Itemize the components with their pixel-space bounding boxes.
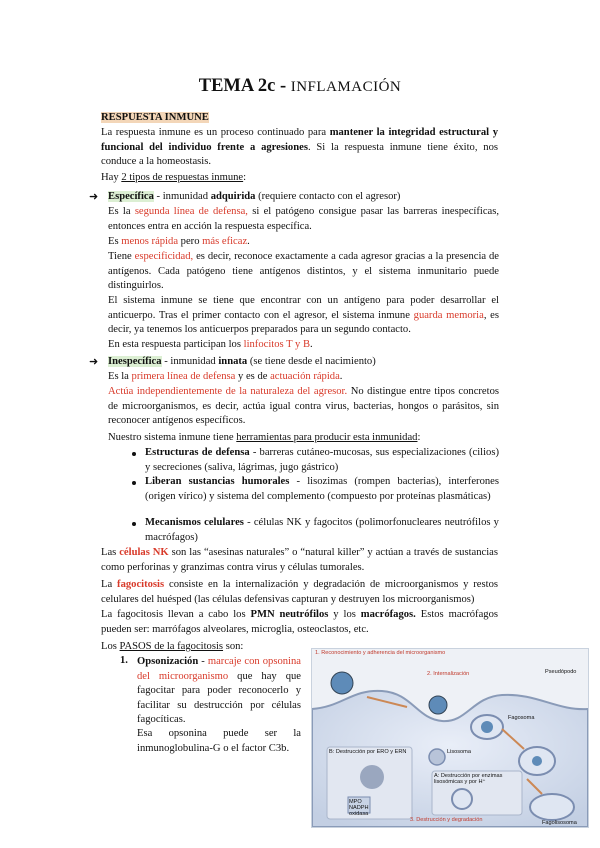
- bullet-icon: [132, 452, 136, 456]
- figure-label: Pseudópodo: [545, 669, 577, 675]
- figure-label: Fagosoma: [508, 715, 535, 721]
- figure-label: MPO NADPH oxidasa: [349, 799, 369, 817]
- types-line: Hay 2 tipos de respuestas inmune:: [101, 172, 247, 183]
- inespecifica-heading: Inespecífica - inmunidad innata (se tiene desde el nacimiento): [108, 356, 376, 367]
- microorganism-icon: [429, 696, 447, 714]
- especifica-p5: En esta respuesta participan los linfocitos T y B.: [108, 339, 313, 350]
- arrow-icon: ➜: [89, 191, 99, 203]
- figure-label: Fagolisosoma: [542, 820, 577, 826]
- especifica-p3: Tiene especificidad, es decir, reconoce exactamente a cada agresor gracias a la presencia de antígenos. Cada patógeno tiene antígenos distintos, y el sistema inmunitario puede distinguirlos.: [108, 251, 499, 292]
- phagocytosis-figure: [311, 648, 589, 828]
- step1-paragraph: Opsonización - marcaje con opsonina del microorganismo que hay que fagocitar para poder reconocerlo y facilitar su destrucción por células fagocíticas.: [137, 656, 301, 726]
- inespecifica-p2: Actúa independientemente de la naturaleza del agresor. No distingue entre tipos concretos de microorganismos, es decir, actúa igual contra virus, bacterias, hongos o parásitos, sin reconocer antígenos específicos.: [108, 386, 499, 427]
- bullet-item: Estructuras de defensa - barreras cutáneo-mucosas, sus especializaciones (cilios) y secreciones (saliva, lágrimas, jugo gástrico): [145, 447, 499, 473]
- especifica-heading: Específica - inmunidad adquirida (requiere contacto con el agresor): [108, 191, 401, 202]
- tools-line: Nuestro sistema inmune tiene herramientas para producir esta inmunidad:: [108, 432, 421, 443]
- section-heading: RESPUESTA INMUNE: [101, 112, 209, 123]
- inespecifica-p1: Es la primera línea de defensa y es de actuación rápida.: [108, 371, 343, 382]
- figure-label: 1. Reconocimiento y adherencia del microorganismo: [315, 650, 446, 656]
- figure-label: B: Destrucción por ERO y ERN: [329, 749, 407, 755]
- bullet-icon: [132, 481, 136, 485]
- arrow-icon: ➜: [89, 356, 99, 368]
- nk-paragraph: Las células NK son las “asesinas naturales” o “natural killer” y actúan a través de sustancias como perforinas y granzimas contra virus y células tumorales.: [101, 547, 498, 573]
- figure-label: Lisosoma: [447, 749, 471, 755]
- title-rest: INFLAMACIÓN: [290, 79, 402, 95]
- intro-paragraph: La respuesta inmune es un proceso continuado para mantener la integridad estructural y funcional del individuo frente a agresiones. Si la respuesta inmune tiene éxito, nos conduce a la homeostasis.: [101, 127, 498, 168]
- phagolysosome-icon: [530, 794, 574, 820]
- figure-label: 2. Internalización: [427, 671, 470, 677]
- pasos-line: Los PASOS de la fagocitosis son:: [101, 641, 244, 652]
- bullet-item: Mecanismos celulares - células NK y fagocitos (polimorfonucleares neutrófilos y macrófagos): [145, 517, 499, 543]
- figure-label: 3. Destrucción y degradación: [410, 817, 483, 823]
- especifica-p1: Es la segunda línea de defensa, si el patógeno consigue pasar las barreras inespecíficas, entonces entra en acción la respuesta específica.: [108, 206, 499, 232]
- step1-paragraph-2: Esa opsonina puede ser la inmunoglobulina-G o el factor C3b.: [137, 728, 301, 754]
- fagocitosis-paragraph-2: La fagocitosis llevan a cabo los PMN neutrófilos y los macrófagos. Estos macrófagos pueden ser: marrófagos alveolares, microglia, osteoclastos, etc.: [101, 609, 499, 635]
- especifica-p4: El sistema inmune se tiene que encontrar con un antígeno para poder desarrollar el anticuerpo. Tras el primer contacto con el agresor, el sistema inmune guarda memoria, es decir, ya tenemos los anticuerpos preparados para un segundo contacto.: [108, 295, 500, 336]
- especifica-p2: Es menos rápida pero más eficaz.: [108, 236, 250, 247]
- title-bold: TEMA 2c -: [198, 76, 291, 96]
- page-title: [0, 76, 600, 97]
- step-number: 1.: [120, 655, 128, 666]
- microorganism-icon: [331, 672, 353, 694]
- figure-label: A: Destrucción por enzimas lisosómicas y por H⁺: [434, 773, 503, 785]
- bullet-item: Liberan sustancias humorales - lisozimas (rompen bacterias), interferones (origen vírico) y sistema del complemento (compuesto por proteínas plasmáticas): [145, 476, 499, 502]
- fagocitosis-paragraph: La fagocitosis consiste en la internalización y degradación de microorganismos y restos celulares del huésped (las células defensivas capturan y destruyen los microorganismos): [101, 579, 498, 605]
- lysosome-icon: [429, 749, 445, 765]
- bullet-icon: [132, 522, 136, 526]
